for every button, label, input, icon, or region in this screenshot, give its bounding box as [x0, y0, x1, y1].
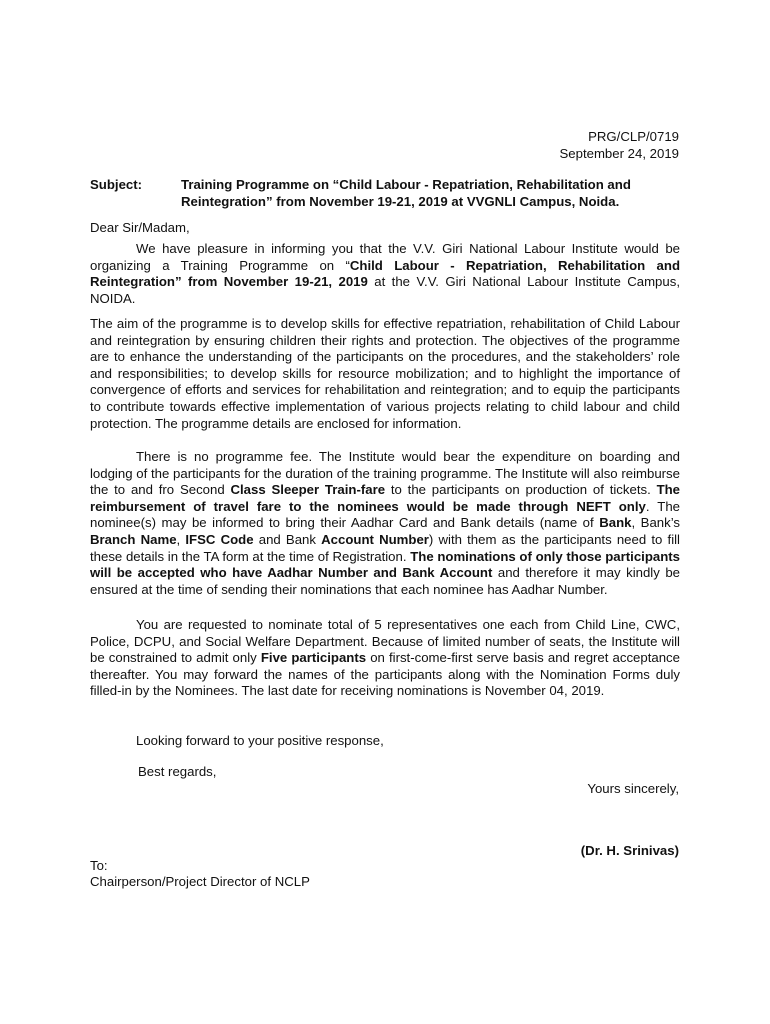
subject-text: Training Programme on “Child Labour - Repatriation, Rehabilitation and Reintegration” from November 19-21, 2019 at VVGNLI Campus, Noida.	[181, 177, 631, 209]
para3-bold-3: Bank	[599, 515, 632, 531]
para4-text-2: on first-come-first serve basis and regret acceptance thereafter. You may forward the names of the participants along with the Nomination Forms duly filled-in by the Nominees. The last date for receiving nominations is November 04, 2019.	[90, 650, 680, 699]
para3-bold-6: Account Number	[321, 531, 429, 547]
signatory-name: (Dr. H. Srinivas)	[580, 843, 679, 858]
paragraph-nominations	[90, 617, 680, 700]
salutation: Dear Sir/Madam,	[90, 220, 190, 235]
para3-text-5: ,	[176, 531, 186, 547]
para3-text-6: and Bank	[253, 531, 322, 547]
para3-text-7: ) with them as the participants need to fill these details in the TA form at the time of Registration.	[90, 531, 680, 564]
para3-text-2: to the participants on production of tickets.	[385, 482, 657, 498]
reference-number: PRG/CLP/0719	[588, 129, 679, 144]
para1-bold-1: Child Labour - Repatriation, Rehabilitation and Reintegration” from November 19-21, 2019	[90, 257, 680, 290]
letter-date: September 24, 2019	[559, 145, 679, 161]
para3-bold-2: The reimbursement of travel fare to the nominees would be made through NEFT only	[90, 482, 681, 514]
para3-text-1: There is no programme fee. The Institute would bear the expenditure on boarding and lodging of the participants for the duration of the training programme. The Institute will also reimburse the to and fro Second	[90, 449, 680, 498]
para3-bold-5: IFSC Code	[185, 531, 254, 547]
closing-line: Looking forward to your positive response,	[136, 733, 384, 748]
para3-bold-1: Class Sleeper Train-fare	[230, 482, 386, 498]
para3-bold-4: Branch Name	[90, 531, 177, 547]
para1-text-1: We have pleasure in informing you that the V.V. Giri National Labour Institute would be organizing a Training Programme on “	[90, 241, 680, 273]
best-regards: Best regards,	[138, 764, 217, 779]
recipient-label: To:	[90, 858, 108, 873]
para4-bold-1: Five participants	[260, 650, 367, 666]
yours-sincerely: Yours sincerely,	[587, 781, 679, 796]
paragraph-intro	[90, 241, 680, 307]
paragraph-fees	[90, 449, 680, 598]
reference-block	[559, 129, 679, 162]
subject-line	[90, 177, 682, 210]
para3-text-8: and therefore it may kindly be ensured at the time of sending their nominations that each nominee has Aadhar Number.	[90, 565, 680, 597]
para4-text-1: You are requested to nominate total of 5 representatives one each from Child Line, CWC, Police, DCPU, and Social Welfare Department. Because of limited number of seats, the Institute will be constrained to admit only	[90, 617, 680, 666]
para3-text-3: . The nominee(s) may be informed to bring their Aadhar Card and Bank details (name of	[90, 498, 680, 531]
para1-text-2: at the V.V. Giri National Labour Institute Campus, NOIDA.	[90, 274, 680, 306]
recipient-value: Chairperson/Project Director of NCLP	[90, 874, 310, 889]
para3-bold-7: The nominations of only those participants will be accepted who have Aadhar Number and Bank Account	[90, 548, 680, 581]
para3-text-4: , Bank’s	[631, 515, 681, 531]
subject-label: Subject:	[90, 177, 143, 192]
paragraph-aim: The aim of the programme is to develop skills for effective repatriation, rehabilitation of Child Labour and reintegration by ensuring children their rights and protection. The objectives of the programme are to enhance the understanding of the participants on the procedures, and the stakeholders’ role and responsibilities; to develop skills for resource mobilization; and to highlight the importance of convergence of efforts and services for rehabilitation and reintegration; and to equip the participants to contribute towards effective implementation of various projects relating to child labour and child protection. The programme details are enclosed for information.	[90, 316, 680, 431]
